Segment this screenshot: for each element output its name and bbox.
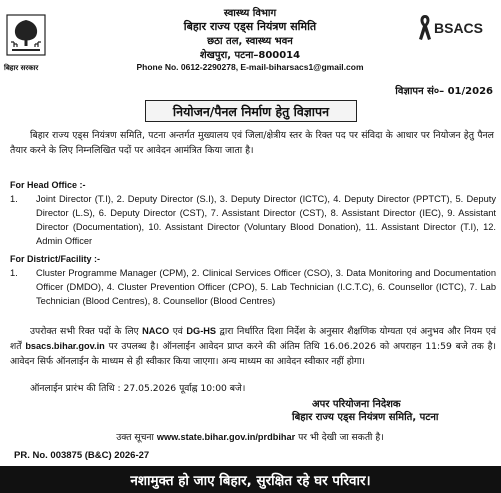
advertisement-number: विज्ञापन सं०– 01/2026 (395, 86, 493, 97)
district-facility-posts (10, 266, 496, 308)
department-name: स्वास्थ्य विभाग (223, 8, 277, 19)
pr-number: PR. No. 003875 (B&C) 2026-27 (14, 450, 150, 461)
web-note-suffix: पर भी देखी जा सकती है। (295, 432, 384, 443)
bodhi-tree-emblem-icon (6, 14, 46, 56)
bsacs-logo-text: BSACS (434, 20, 484, 36)
contact-line: Phone No. 0612-2290278, E-mail-biharsacs1@gmail.com (136, 62, 364, 72)
head-office-heading: For Head Office :- (10, 180, 86, 190)
district-facility-post-list: Cluster Programme Manager (CPM), 2. Clinical Services Officer (CSO), 3. Data Monitoring and Documentation Officer (DMDO), 4. Cluster Prevention Officer (CPO), 5. Lab Technician (I.C.T.C), 6. Counsellor (ICTC), 7. Lab Technician (Blood Centres), 8. Counsellor (Blood Centres) (36, 268, 496, 306)
slogan-footer (0, 466, 501, 493)
para-text: एवं (169, 326, 187, 337)
website-note (50, 430, 450, 443)
emblem-caption: बिहार सरकार (4, 64, 39, 72)
address-line-2: शेखपुरा, पटना–800014 (199, 50, 301, 61)
intro-paragraph: बिहार राज्य एड्स नियंत्रण समिति, पटना अन्तर्गत मुख्यालय एवं जिला/क्षेत्रीय स्तर के रिक्त पद पर संविदा के आधार पर नियोजन हेतु पैनल तैयार करने के लिए निम्नलिखित पदों पर आवेदन आमंत्रित किया जाता है। (10, 130, 494, 156)
signatory-organization: बिहार राज्य एड्स नियंत्रण समिति, पटना (292, 412, 439, 423)
para-text: उपरोक्त सभी रिक्त पदों के लिए (30, 326, 143, 337)
naco-tag: NACO (142, 326, 170, 336)
dghs-tag: DG-HS (186, 326, 217, 336)
online-start-date: ऑनलाईन प्रारंभ की तिथि : 27.05.2026 पूर्वाह्न 10:00 बजे। (30, 383, 246, 394)
head-office-post-list: Joint Director (T.I), 2. Deputy Director (S.I), 3. Deputy Director (ICTC), 4. Deputy Director (PPTCT), 5. Deputy Director (L.S), 6. Deputy Director (CST), 7. Assistant Director (CST), 8. Assistant Director (IEC), 9. Assistant Director (Documentation), 10. Assistant Director (Voluntary Blood Donation), 11. Assistant Director (T.I), 12. Admin Officer (36, 194, 496, 246)
prd-website-link[interactable]: www.state.bihar.gov.in/prdbihar (156, 432, 296, 442)
advertisement-title: नियोजन/पैनल निर्माण हेतु विज्ञापन (145, 100, 357, 122)
para-text: पर उपलब्ध है। ऑनलाईन आवेदन प्राप्त करने की अंतिम तिथि 16.06.2026 को अपराहन 11:59 बजे तक है। आवेदन सिर्फ ऑनलाईन के माध्यम से ही स्वीकार किया जाएगा। अन्य माध्यम का आवेदन स्वीकार नहीं होगा। (10, 341, 496, 367)
head-office-posts (10, 192, 496, 248)
organization-name: बिहार राज्य एड्स नियंत्रण समिति (183, 20, 317, 33)
signatory-designation: अपर परियोजना निदेशक (312, 399, 401, 410)
slogan-text: नशामुक्त हो जाए बिहार, सुरक्षित रहे घर परिवार। (130, 472, 371, 489)
website-link[interactable]: bsacs.bihar.gov.in (25, 341, 105, 351)
list-number: 1. (10, 268, 18, 278)
bsacs-logo (416, 12, 496, 42)
red-ribbon-icon (419, 15, 431, 40)
district-facility-heading: For District/Facility :- (10, 254, 101, 264)
web-note-prefix: उक्त सूचना (116, 432, 157, 443)
para-text: द्वारा निर्धारित दिशा निर्देश के अनुसार शैक्षणिक योग्यता एवं अनुभव और नियम एवं शर्तें (10, 326, 496, 352)
eligibility-paragraph (10, 324, 496, 369)
address-line-1: छठा तल, स्वास्थ्य भवन (207, 36, 293, 47)
list-number: 1. (10, 194, 18, 204)
